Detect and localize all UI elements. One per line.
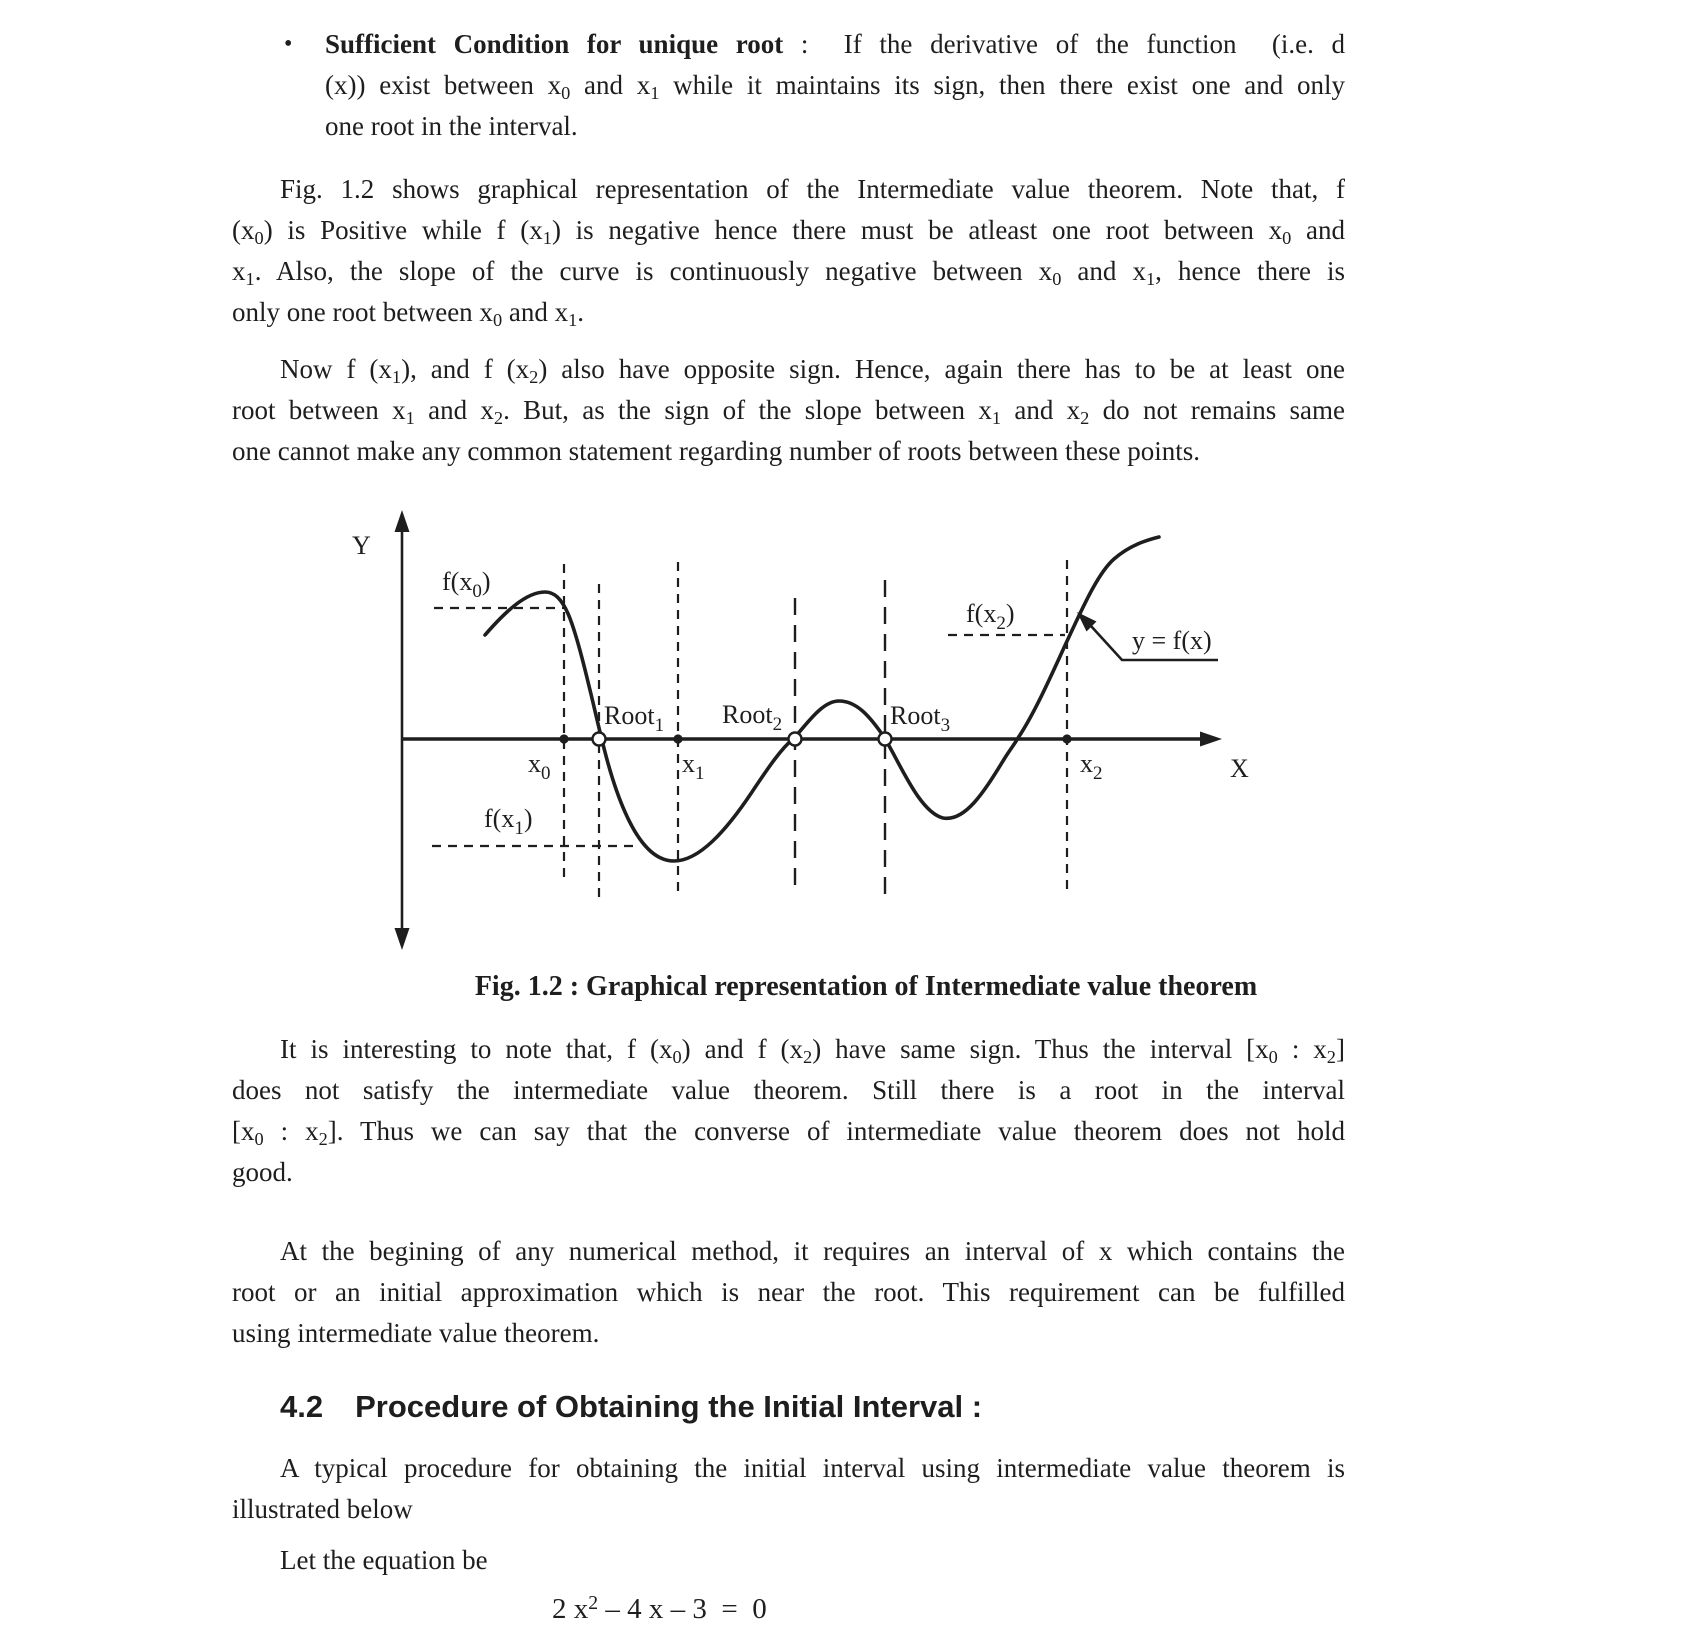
x-axis-arrow bbox=[1200, 732, 1222, 747]
root2-point bbox=[789, 733, 802, 746]
figure-intermediate-value-theorem bbox=[232, 472, 1345, 1007]
equation-lead-in: Let the equation be bbox=[280, 1545, 488, 1575]
x1-label: $x_1$ bbox=[682, 749, 705, 784]
text-line: Fig. 1.2 shows graphical representation of the Intermediate value theorem. Note that, f bbox=[280, 174, 1345, 204]
paragraph-fig-description bbox=[232, 169, 1345, 333]
root1-label: Root$_1$ bbox=[604, 701, 665, 736]
fx0-label: $f(x_0)$ bbox=[442, 567, 491, 602]
x-axis-label: X bbox=[1230, 754, 1249, 783]
x1-point bbox=[673, 734, 682, 743]
ivt-figure-svg bbox=[302, 472, 1290, 952]
figure-caption: Fig. 1.2 : Graphical representation of Intermediate value theorem bbox=[474, 971, 1258, 1002]
text-line: Now f $(x_1)$, and f $(x_2)$ also have opposite sign. Hence, again there has to be at least one bbox=[280, 354, 1345, 388]
text-line: $(x_0)$ is Positive while f $(x_1)$ is negative hence there must be atleast one root between $x_0$ and bbox=[232, 215, 1345, 249]
x2-point bbox=[1062, 734, 1071, 743]
text-line: [$x_0$ : $x_2$]. Thus we can say that the converse of intermediate value theorem does not hold bbox=[232, 1116, 1345, 1150]
text-line: root between $x_1$ and $x_2$. But, as the sign of the slope between $x_1$ and $x_2$ do not remains same bbox=[232, 395, 1346, 429]
fx2-label: $f(x_2)$ bbox=[966, 599, 1015, 634]
paragraph-typical-procedure bbox=[232, 1448, 1345, 1530]
section-number: 4.2 bbox=[280, 1389, 324, 1424]
curve-label: y = f(x) bbox=[1132, 626, 1212, 655]
paragraph-interesting-note bbox=[232, 1029, 1345, 1193]
text-line: At the begining of any numerical method, it requires an interval of x which contains the bbox=[280, 1236, 1345, 1266]
paragraph-beginning-method bbox=[232, 1231, 1345, 1354]
equation: 2 $x^2 - 4$ x – 3 = 0 bbox=[552, 1592, 767, 1625]
section-heading-4-2 bbox=[232, 1386, 1345, 1428]
root1-point bbox=[593, 733, 606, 746]
text-line: one cannot make any common statement regarding number of roots between these points. bbox=[232, 436, 1200, 466]
text-line: one root in the interval. bbox=[325, 111, 578, 141]
y-axis-bottom-arrow bbox=[395, 928, 410, 950]
root2-label: Root$_2$ bbox=[722, 700, 783, 735]
y-axis-label: Y bbox=[352, 531, 371, 560]
text-line: It is interesting to note that, f $(x_0)$ and f $(x_2)$ have same sign. Thus the interval [$x_0$ : $x_2$] bbox=[280, 1034, 1345, 1068]
x2-label: $x_2$ bbox=[1080, 749, 1103, 784]
y-axis-top-arrow bbox=[395, 510, 410, 532]
text-line: $x_1$. Also, the slope of the curve is continuously negative between $x_0$ and $x_1$, hence there is bbox=[232, 256, 1346, 290]
text-line: illustrated below bbox=[232, 1494, 413, 1524]
text-line: (x)) exist between $x_0$ and $x_1$ while it maintains its sign, then there exist one and only bbox=[325, 70, 1346, 104]
text-line: only one root between $x_0$ and $x_1$. bbox=[232, 297, 585, 331]
paragraph-opposite-sign bbox=[232, 349, 1345, 472]
root3-label: Root$_3$ bbox=[890, 701, 951, 736]
text-line: A typical procedure for obtaining the initial interval using intermediate value theorem is bbox=[280, 1453, 1345, 1483]
fx1-label: $f(x_1)$ bbox=[484, 804, 533, 839]
root3-point bbox=[879, 733, 892, 746]
section-title: Procedure of Obtaining the Initial Interval : bbox=[355, 1389, 983, 1424]
bullet-item-sufficient-condition bbox=[232, 24, 1345, 147]
curve-path bbox=[485, 537, 1159, 861]
x0-point bbox=[559, 734, 568, 743]
text-line: root or an initial approximation which is near the root. This requirement can be fulfilled bbox=[232, 1277, 1345, 1307]
text-line: good. bbox=[232, 1157, 293, 1187]
text-line: using intermediate value theorem. bbox=[232, 1318, 600, 1348]
bullet-marker: • bbox=[284, 31, 293, 57]
text-line: Sufficient Condition for unique root : If the derivative of the function (i.e. d bbox=[325, 29, 1345, 59]
text-line: does not satisfy the intermediate value theorem. Still there is a root in the interval bbox=[232, 1075, 1345, 1105]
x0-label: $x_0$ bbox=[528, 749, 551, 784]
